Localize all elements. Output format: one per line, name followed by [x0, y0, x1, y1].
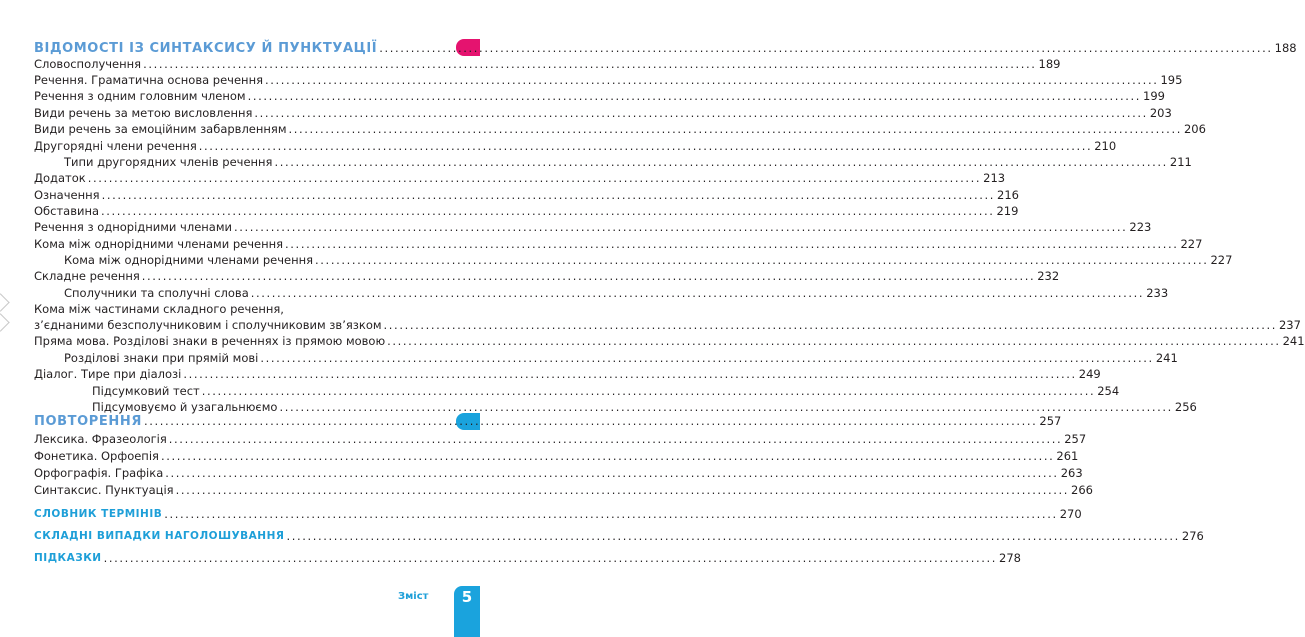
entry-label: ПІДКАЗКИ: [34, 552, 102, 564]
page-ref: 249: [1078, 367, 1101, 381]
page-ref: 210: [1094, 139, 1117, 153]
page-ref: 199: [1143, 89, 1165, 103]
entry-label: Речення з одним головним членом: [34, 89, 246, 103]
entry-label: Речення з однорідними членами: [34, 220, 232, 234]
dot-leader: ..........................................................................................................................................................................: [141, 269, 1036, 283]
entry-label: Типи другорядних членів речення: [64, 155, 273, 169]
entry-label: Синтаксис. Пунктуація: [34, 483, 174, 497]
toc-subitem[interactable]: [64, 154, 1192, 171]
dot-leader: ..........................................................................................................................................................................: [286, 529, 1180, 543]
toc-item-line[interactable]: Кома між частинами складного речення,: [34, 302, 284, 316]
dot-leader: ..........................................................................................................................................................................: [250, 286, 1145, 300]
toc-subitem[interactable]: [92, 383, 1120, 400]
page-ref: 266: [1071, 483, 1093, 497]
page-ref: 241: [1282, 334, 1305, 348]
dot-leader: ..........................................................................................................................................................................: [288, 122, 1182, 136]
page-ref: 203: [1149, 106, 1172, 120]
toc-item[interactable]: [34, 105, 1172, 122]
entry-label: Кома між однорідними членами речення: [64, 253, 314, 267]
dot-leader: ..........................................................................................................................................................................: [383, 318, 1277, 332]
dot-leader: ..........................................................................................................................................................................: [274, 155, 1168, 169]
chevron-right-icon: [0, 313, 10, 331]
toc-subitem[interactable]: [64, 252, 1233, 269]
entry-label: СЛОВНИК ТЕРМІНІВ: [34, 508, 163, 520]
entry-label: ВІДОМОСТІ ІЗ СИНТАКСИСУ Й ПУНКТУАЦІЇ: [34, 41, 378, 56]
page-ref: 270: [1059, 507, 1082, 521]
entry-label: Кома між однорідними членами речення: [34, 237, 284, 251]
dot-leader: ..........................................................................................................................................................................: [143, 414, 1038, 428]
dot-leader: ..........................................................................................................................................................................: [87, 171, 982, 185]
dot-leader: ..........................................................................................................................................................................: [233, 220, 1128, 234]
entry-label: Підсумовуємо й узагальнюємо: [92, 400, 278, 414]
dot-leader: ..........................................................................................................................................................................: [285, 237, 1179, 251]
entry-label: Словосполучення: [34, 57, 142, 71]
toc-item[interactable]: [34, 333, 1305, 350]
page-number: 5: [454, 586, 480, 637]
entry-label: Лексика. Фразеологія: [34, 432, 167, 446]
dot-leader: ..........................................................................................................................................................................: [101, 188, 995, 202]
page-ref: 195: [1160, 73, 1183, 87]
entry-label: Речення. Граматична основа речення: [34, 73, 264, 87]
toc-section-hints[interactable]: [34, 550, 1021, 567]
page-ref: 213: [983, 171, 1006, 185]
entry-label: Підсумковий тест: [92, 384, 200, 398]
dot-leader: ..........................................................................................................................................................................: [387, 334, 1281, 348]
dot-leader: ..........................................................................................................................................................................: [265, 73, 1159, 87]
toc-section-stress[interactable]: [34, 528, 1204, 545]
toc-item[interactable]: [34, 317, 1301, 334]
dot-leader: ..........................................................................................................................................................................: [183, 367, 1077, 381]
toc-item[interactable]: [34, 170, 1006, 187]
footer-section-label: Зміст: [398, 591, 429, 602]
toc-item[interactable]: [34, 121, 1206, 138]
toc-item[interactable]: [34, 465, 1083, 482]
entry-label: Пряма мова. Розділові знаки в реченнях із прямою мовою: [34, 334, 386, 348]
toc-section-glossary[interactable]: [34, 506, 1082, 523]
toc-item[interactable]: [34, 203, 1019, 220]
page-ref: 261: [1056, 449, 1079, 463]
page-ref: 263: [1060, 466, 1083, 480]
dot-leader: ..........................................................................................................................................................................: [165, 466, 1059, 480]
entry-label: Види речень за метою висловлення: [34, 106, 253, 120]
toc-item[interactable]: [34, 482, 1093, 499]
dot-leader: ..........................................................................................................................................................................: [315, 253, 1209, 267]
dot-leader: ..........................................................................................................................................................................: [201, 384, 1096, 398]
entry-label: Обставина: [34, 204, 100, 218]
toc-item[interactable]: [34, 138, 1117, 155]
dot-leader: ..........................................................................................................................................................................: [379, 41, 1273, 55]
entry-label: Орфографія. Графіка: [34, 466, 164, 480]
dot-leader: ..........................................................................................................................................................................: [101, 204, 995, 218]
page-ref: 257: [1064, 432, 1087, 446]
toc-item[interactable]: [34, 448, 1079, 465]
page-ref: 211: [1169, 155, 1192, 169]
toc-item[interactable]: [34, 431, 1087, 448]
toc-item[interactable]: [34, 72, 1183, 89]
toc-item[interactable]: [34, 187, 1019, 204]
chevron-right-icon: [0, 293, 10, 311]
dot-leader: ..........................................................................................................................................................................: [175, 483, 1069, 497]
page-ref: 256: [1174, 400, 1197, 414]
dot-leader: ..........................................................................................................................................................................: [279, 400, 1173, 414]
page-ref: 233: [1146, 286, 1169, 300]
entry-label: Додаток: [34, 171, 86, 185]
page-ref: 188: [1274, 41, 1297, 55]
page-ref: 189: [1038, 57, 1061, 71]
dot-leader: ..........................................................................................................................................................................: [143, 57, 1037, 71]
toc-item[interactable]: [34, 56, 1061, 73]
entry-label: Другорядні члени речення: [34, 139, 197, 153]
toc-subitem[interactable]: [64, 285, 1169, 302]
toc-item[interactable]: [34, 88, 1165, 105]
page-ref: 237: [1278, 318, 1301, 332]
dot-leader: ..........................................................................................................................................................................: [247, 89, 1142, 103]
entry-label: Розділові знаки при прямій мові: [64, 351, 259, 365]
page-ref: 254: [1097, 384, 1120, 398]
page-ref: 216: [997, 188, 1019, 202]
entry-label: з’єднаними безсполучниковим і сполучниковим зв’язком: [34, 318, 382, 332]
entry-label: Означення: [34, 188, 100, 202]
dot-leader: ..........................................................................................................................................................................: [198, 139, 1093, 153]
entry-label: Сполучники та сполучні слова: [64, 286, 249, 300]
entry-label: СКЛАДНІ ВИПАДКИ НАГОЛОШУВАННЯ: [34, 530, 285, 542]
toc-section-review[interactable]: [34, 413, 1062, 430]
dot-leader: ..........................................................................................................................................................................: [254, 106, 1148, 120]
dot-leader: ..........................................................................................................................................................................: [260, 351, 1154, 365]
page-ref: 206: [1183, 122, 1206, 136]
page-ref: 257: [1039, 414, 1062, 428]
entry-label: ПОВТОРЕННЯ: [34, 414, 142, 429]
page-ref: 223: [1129, 220, 1152, 234]
toc-section-syntax[interactable]: [34, 40, 1297, 57]
toc-item[interactable]: [34, 236, 1203, 253]
entry-label: Фонетика. Орфоепія: [34, 449, 159, 463]
toc-item[interactable]: [34, 219, 1152, 236]
dot-leader: ..........................................................................................................................................................................: [160, 449, 1055, 463]
dot-leader: ..........................................................................................................................................................................: [103, 551, 998, 565]
entry-label: Складне речення: [34, 269, 140, 283]
page-ref: 241: [1155, 351, 1178, 365]
entry-label: Діалог. Тире при діалозі: [34, 367, 182, 381]
toc-subitem[interactable]: [64, 350, 1178, 367]
page-ref: 278: [999, 551, 1021, 565]
page-ref: 227: [1210, 253, 1233, 267]
page-ref: 232: [1037, 269, 1060, 283]
toc-item[interactable]: [34, 366, 1101, 383]
toc-item[interactable]: [34, 268, 1060, 285]
entry-label: Види речень за емоційним забарвленням: [34, 122, 287, 136]
page-ref: 276: [1181, 529, 1204, 543]
dot-leader: ..........................................................................................................................................................................: [168, 432, 1063, 446]
page-ref: 219: [996, 204, 1019, 218]
dot-leader: ..........................................................................................................................................................................: [164, 507, 1058, 521]
page-ref: 227: [1180, 237, 1203, 251]
